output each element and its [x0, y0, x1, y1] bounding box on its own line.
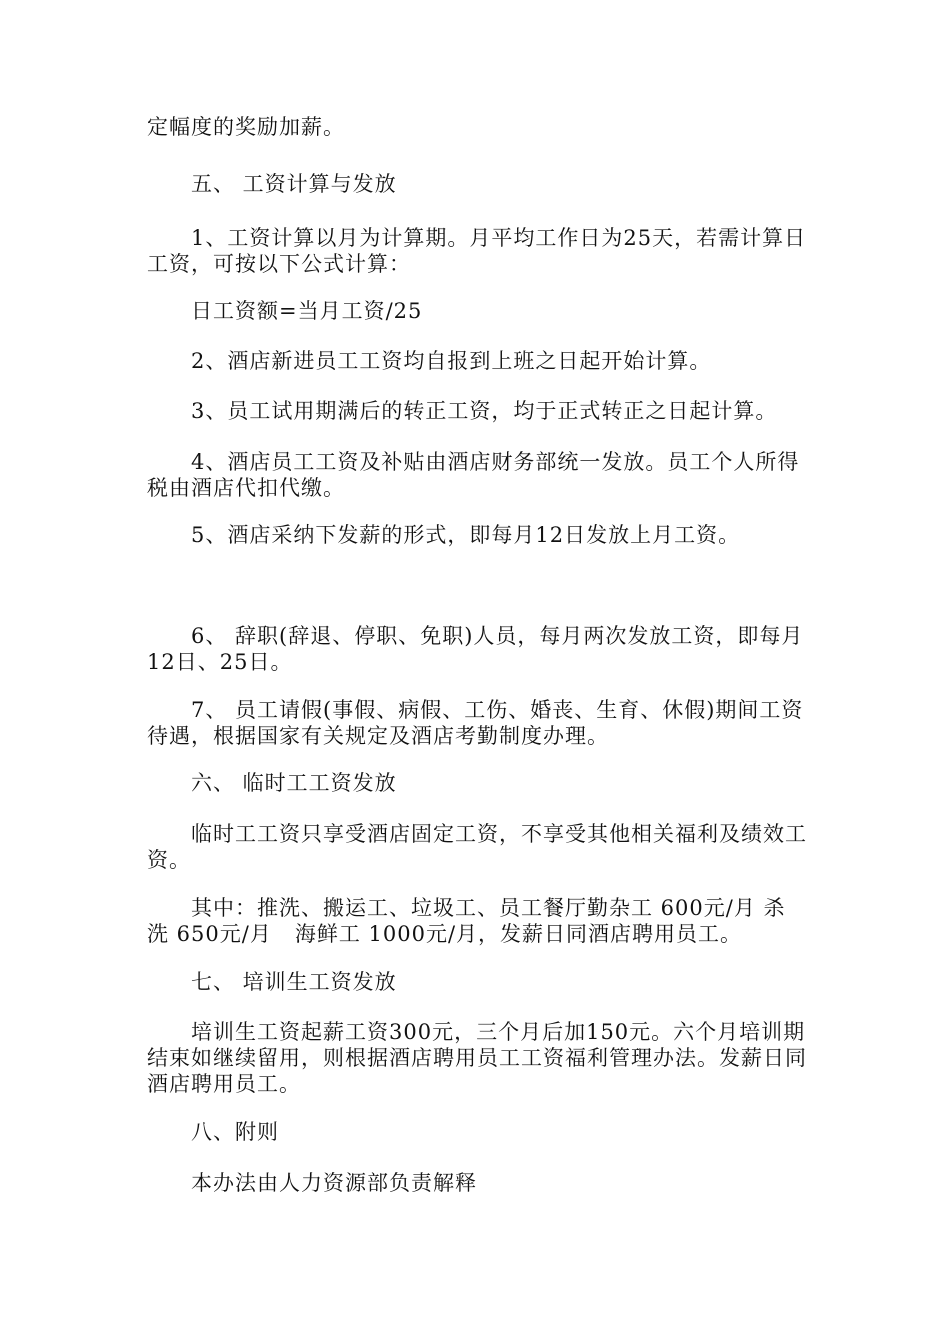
paragraph-7-1: 培训生工资起薪工资300元，三个月后加150元。六个月培训期结束如继续留用，则根据酒店聘用员工工资福利管理办法。发薪日同酒店聘用员工。 [147, 1020, 807, 1096]
paragraph-formula: 日工资额=当月工资/25 [191, 299, 423, 323]
paragraph-5-3: 3、员工试用期满后的转正工资，均于正式转正之日起计算。 [191, 399, 778, 423]
paragraph-5-4: 4、酒店员工工资及补贴由酒店财务部统一发放。员工个人所得税由酒店代扣代缴。 [147, 450, 800, 500]
section-heading-5: 五、 工资计算与发放 [191, 172, 397, 196]
paragraph-5-1: 1、工资计算以月为计算期。月平均工作日为25天，若需计算日工资，可按以下公式计算： [147, 226, 807, 276]
paragraph-5-7: 7、 员工请假(事假、病假、工伤、婚丧、生育、休假)期间工资待遇，根据国家有关规定及酒店考勤制度办理。 [147, 698, 804, 748]
section-heading-8: 八、附则 [191, 1120, 279, 1144]
paragraph-5-2: 2、酒店新进员工工资均自报到上班之日起开始计算。 [191, 349, 712, 373]
section-heading-6: 六、 临时工工资发放 [191, 771, 397, 795]
paragraph-continuation: 定幅度的奖励加薪。 [147, 115, 345, 139]
paragraph-5-6: 6、 辞职(辞退、停职、免职)人员，每月两次发放工资，即每月12日、25日。 [147, 624, 804, 674]
paragraph-8-1: 本办法由人力资源部负责解释 [191, 1171, 477, 1195]
paragraph-6-1: 临时工工资只享受酒店固定工资，不享受其他相关福利及绩效工资。 [147, 822, 807, 872]
paragraph-6-2: 其中：推洗、搬运工、垃圾工、员工餐厅勤杂工 600元/月 杀洗 650元/月 海鲜工 1000元/月，发薪日同酒店聘用员工。 [147, 896, 786, 946]
section-heading-7: 七、 培训生工资发放 [191, 970, 397, 994]
paragraph-5-5: 5、酒店采纳下发薪的形式，即每月12日发放上月工资。 [191, 523, 741, 547]
